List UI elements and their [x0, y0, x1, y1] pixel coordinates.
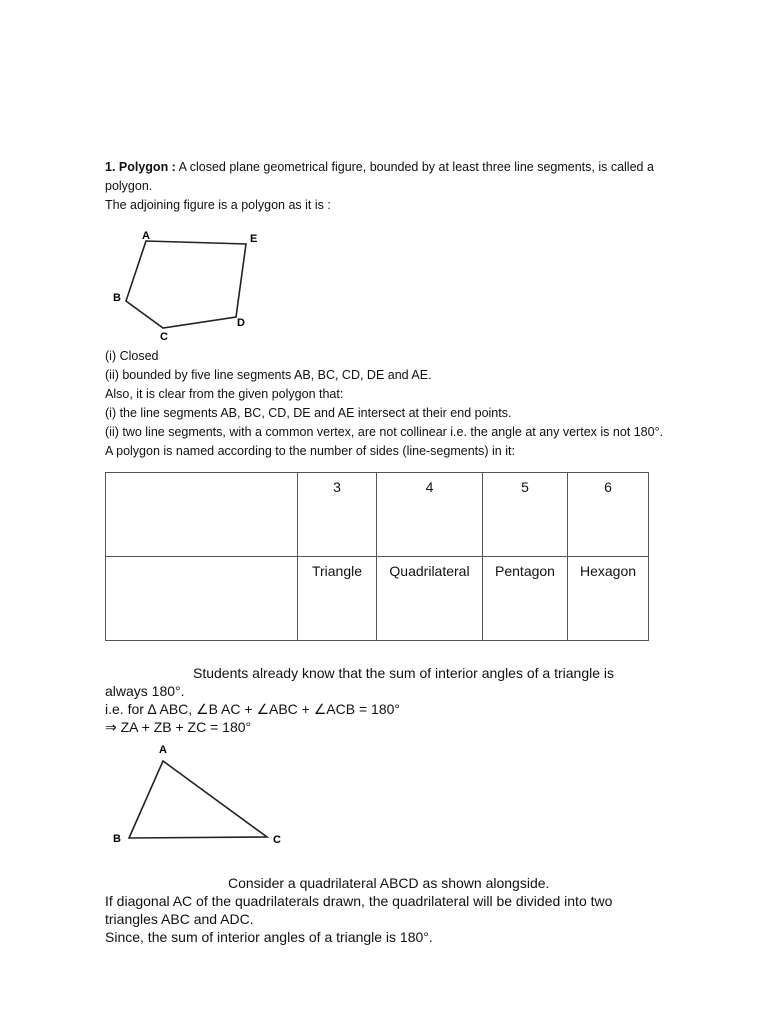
- polygon-definition: [105, 158, 685, 196]
- triangle-sum-line: Students already know that the sum of interior angles of a triangle is: [193, 665, 615, 681]
- triangle-label-a: A: [159, 744, 167, 756]
- vertex-label-b: B: [113, 292, 121, 304]
- polygon-intro: The adjoining figure is a polygon as it is :: [105, 198, 331, 212]
- table-cell: Triangle: [298, 557, 377, 641]
- pentagon-figure: [100, 224, 270, 346]
- property-line: A polygon is named according to the number of sides (line-segments) in it:: [105, 444, 515, 458]
- triangle-sum-section: [105, 664, 665, 736]
- property-line: (i) Closed: [105, 349, 159, 363]
- table-cell: Hexagon: [568, 557, 649, 641]
- quadrilateral-line: If diagonal AC of the quadrilaterals drawn, the quadrilateral will be divided into two: [105, 893, 613, 909]
- quadrilateral-line: Since, the sum of interior angles of a triangle is 180°.: [105, 929, 433, 945]
- polygon-sides-table: [105, 472, 649, 641]
- quadrilateral-section: [105, 874, 665, 946]
- table-cell: [106, 473, 298, 557]
- vertex-label-e: E: [250, 233, 258, 245]
- table-cell: [106, 557, 298, 641]
- table-cell: Quadrilateral: [377, 557, 483, 641]
- vertex-label-a: A: [142, 230, 150, 242]
- triangle-sum-line: i.e. for ∆ ABC, ∠B AC + ∠ABC + ∠ACB = 180°: [105, 701, 400, 717]
- property-line: (ii) bounded by five line segments AB, BC, CD, DE and AE.: [105, 368, 432, 382]
- quadrilateral-line: triangles ABC and ADC.: [105, 911, 254, 927]
- table-cell: Pentagon: [483, 557, 568, 641]
- table-row: [106, 473, 649, 557]
- property-line: (i) the line segments AB, BC, CD, DE and AE intersect at their end points.: [105, 406, 512, 420]
- table-cell: 3: [298, 473, 377, 557]
- vertex-label-c: C: [160, 331, 168, 343]
- property-line: (ii) two line segments, with a common vertex, are not collinear i.e. the angle at any vertex is not 180°.: [105, 425, 664, 439]
- property-line: Also, it is clear from the given polygon that:: [105, 387, 344, 401]
- triangle-label-c: C: [273, 834, 281, 846]
- triangle-figure: [105, 738, 295, 850]
- table-cell: 5: [483, 473, 568, 557]
- quadrilateral-line: Consider a quadrilateral ABCD as shown alongside.: [228, 875, 550, 891]
- polygon-definition-text: A closed plane geometrical figure, bounded by at least three line segments, is called a polygon.: [105, 160, 654, 193]
- triangle-shape: [129, 761, 267, 838]
- vertex-label-d: D: [237, 317, 245, 329]
- triangle-sum-line: always 180°.: [105, 683, 185, 699]
- table-cell: 4: [377, 473, 483, 557]
- table-cell: 6: [568, 473, 649, 557]
- polygon-heading: 1. Polygon :: [105, 160, 176, 174]
- pentagon-shape: [126, 241, 246, 328]
- table-row: [106, 557, 649, 641]
- polygon-definition-section: [105, 158, 685, 215]
- triangle-label-b: B: [113, 833, 121, 845]
- triangle-sum-line: ⇒ ZA + ZB + ZC = 180°: [105, 719, 252, 735]
- polygon-properties: [105, 347, 705, 461]
